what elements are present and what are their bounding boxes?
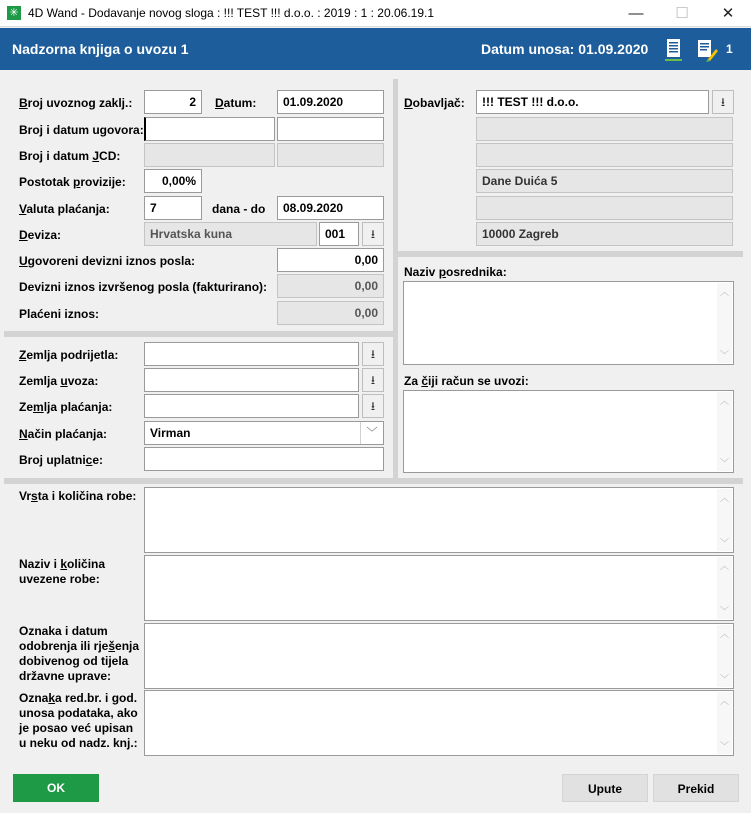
prekid-button[interactable]: Prekid: [653, 774, 739, 802]
valuta-dana-input[interactable]: 7: [144, 196, 202, 220]
ugovoreni-label: Ugovoreni devizni iznos posla:: [19, 254, 196, 268]
scroll-down-icon[interactable]: ﹀: [719, 350, 729, 360]
naziv-robe-label: Naziv i količina uvezene robe:: [19, 557, 106, 586]
broj-zakljucka-label: Broj uvoznog zaklj.:: [19, 96, 133, 110]
dobavljac-label: Dobavljač:: [404, 96, 465, 110]
deviza-label: Deviza:: [19, 228, 62, 242]
vrsta-robe-textarea[interactable]: [144, 487, 734, 553]
nacin-placanja-label: Način plaćanja:: [19, 427, 108, 441]
naziv-robe-textarea[interactable]: [144, 555, 734, 621]
dobavljac-lookup-button[interactable]: [712, 90, 734, 114]
chevron-down-icon[interactable]: ﹀: [360, 422, 383, 444]
document-icon[interactable]: [663, 37, 685, 63]
scroll-down-icon[interactable]: ﹀: [719, 538, 729, 548]
provizija-label: Postotak provizije:: [19, 175, 126, 189]
scroll-up-icon[interactable]: ︿: [719, 696, 729, 706]
maximize-button[interactable]: ☐: [675, 5, 689, 22]
divider: [4, 331, 393, 337]
valuta-datum-input[interactable]: 08.09.2020: [277, 196, 384, 220]
scroll-up-icon[interactable]: ︿: [719, 396, 729, 406]
datum-label: Datum:: [215, 96, 257, 110]
window-title: 4D Wand - Dodavanje novog sloga : !!! TEST !!! d.o.o. : 2019 : 1 : 20.06.19.1: [28, 6, 435, 20]
form-title: Nadzorna knjiga o uvozu 1: [12, 41, 189, 57]
scroll-up-icon[interactable]: ︿: [719, 629, 729, 639]
zemlja-podrijetla-lookup-button[interactable]: [362, 342, 384, 366]
zemlja-uvoza-label: Zemlja uvoza:: [19, 374, 99, 388]
zemlja-placanja-label: Zemlja plaćanja:: [19, 400, 113, 414]
broj-uplatnice-label: Broj uplatnice:: [19, 453, 104, 467]
fakturirano-input: 0,00: [277, 274, 384, 298]
minimize-button[interactable]: —: [628, 5, 644, 22]
ok-button[interactable]: OK: [13, 774, 99, 802]
deviza-code-input[interactable]: 001: [319, 222, 359, 246]
dobavljac-street: Dane Duića 5: [476, 169, 733, 193]
jcd-label: Broj i datum JCD:: [19, 149, 121, 163]
document-edit-icon[interactable]: [696, 37, 718, 63]
divider: [393, 79, 398, 479]
oznaka-datum-label: Oznaka i datum odobrenja ili rješenja dobivenog od tijela državne uprave:: [19, 624, 140, 683]
arrow-down-icon: ⭳: [370, 373, 376, 387]
ugovor-label: Broj i datum ugovora:: [19, 123, 144, 137]
scroll-down-icon[interactable]: ﹀: [719, 606, 729, 616]
scrollbar[interactable]: [717, 283, 732, 363]
za-ciji-racun-label: Za čiji račun se uvozi:: [404, 374, 529, 388]
zemlja-placanja-input[interactable]: [144, 394, 359, 418]
dobavljac-city: 10000 Zagreb: [476, 222, 733, 246]
scroll-up-icon[interactable]: ︿: [719, 287, 729, 297]
datum-input[interactable]: 01.09.2020: [277, 90, 384, 114]
arrow-down-icon: ⭳: [720, 95, 726, 109]
scroll-down-icon[interactable]: ﹀: [719, 458, 729, 468]
scrollbar[interactable]: [717, 392, 732, 471]
upute-button[interactable]: Upute: [562, 774, 648, 802]
deviza-lookup-button[interactable]: [362, 222, 384, 246]
ugovor-broj-input[interactable]: [144, 117, 275, 141]
divider: [398, 251, 743, 257]
scroll-down-icon[interactable]: ﹀: [719, 741, 729, 751]
dana-do-label: dana - do: [212, 202, 266, 216]
provizija-input[interactable]: 0,00%: [144, 169, 202, 193]
close-button[interactable]: ✕: [721, 5, 735, 22]
zemlja-uvoza-input[interactable]: [144, 368, 359, 392]
scrollbar[interactable]: [717, 557, 732, 619]
zemlja-uvoza-lookup-button[interactable]: [362, 368, 384, 392]
za-ciji-racun-textarea[interactable]: [403, 390, 734, 473]
dobavljac-line3: [476, 143, 733, 167]
arrow-down-icon: ⭳: [370, 227, 376, 241]
oznaka-red-textarea[interactable]: [144, 690, 734, 756]
arrow-down-icon: ⭳: [370, 347, 376, 361]
scroll-up-icon[interactable]: ︿: [719, 493, 729, 503]
dobavljac-line5: [476, 196, 733, 220]
zemlja-placanja-lookup-button[interactable]: [362, 394, 384, 418]
jcd-broj-input: [144, 143, 275, 167]
broj-zakljucka-input[interactable]: 2: [144, 90, 202, 114]
placeni-input: 0,00: [277, 301, 384, 325]
form-header: [0, 28, 751, 70]
valuta-label: Valuta plaćanja:: [19, 202, 110, 216]
oznaka-red-label: Oznaka red.br. i god. unosa podataka, ako je posao već upisan u neku od nadz. knj.:: [19, 691, 138, 750]
record-count: 1: [726, 42, 733, 56]
posrednik-textarea[interactable]: [403, 281, 734, 365]
ugovor-datum-input[interactable]: [277, 117, 384, 141]
posrednik-label: Naziv posrednika:: [404, 265, 507, 279]
title-bar: [0, 0, 751, 27]
scroll-up-icon[interactable]: ︿: [719, 561, 729, 571]
vrsta-robe-label: Vrsta i količina robe:: [19, 489, 137, 503]
zemlja-podrijetla-input[interactable]: [144, 342, 359, 366]
jcd-datum-input: [277, 143, 384, 167]
scrollbar[interactable]: [717, 489, 732, 551]
placeni-label: Plaćeni iznos:: [19, 307, 100, 321]
nacin-placanja-select[interactable]: [144, 421, 384, 445]
dobavljac-line2: [476, 117, 733, 141]
zemlja-podrijetla-label: Zemlja podrijetla:: [19, 348, 119, 362]
arrow-down-icon: ⭳: [370, 399, 376, 413]
scrollbar[interactable]: [717, 625, 732, 687]
scroll-down-icon[interactable]: ﹀: [719, 674, 729, 684]
ugovoreni-input[interactable]: 0,00: [277, 248, 384, 272]
nacin-placanja-value: Virman: [150, 426, 191, 440]
app-icon: ✳: [7, 6, 21, 20]
oznaka-datum-textarea[interactable]: [144, 623, 734, 689]
divider: [4, 478, 743, 484]
fakturirano-label: Devizni iznos izvršenog posla (fakturirano):: [19, 280, 268, 294]
deviza-naziv-input: Hrvatska kuna: [144, 222, 317, 246]
scrollbar[interactable]: [717, 692, 732, 754]
broj-uplatnice-input[interactable]: [144, 447, 384, 471]
entry-date: Datum unosa: 01.09.2020: [481, 41, 649, 57]
dobavljac-input[interactable]: !!! TEST !!! d.o.o.: [476, 90, 709, 114]
